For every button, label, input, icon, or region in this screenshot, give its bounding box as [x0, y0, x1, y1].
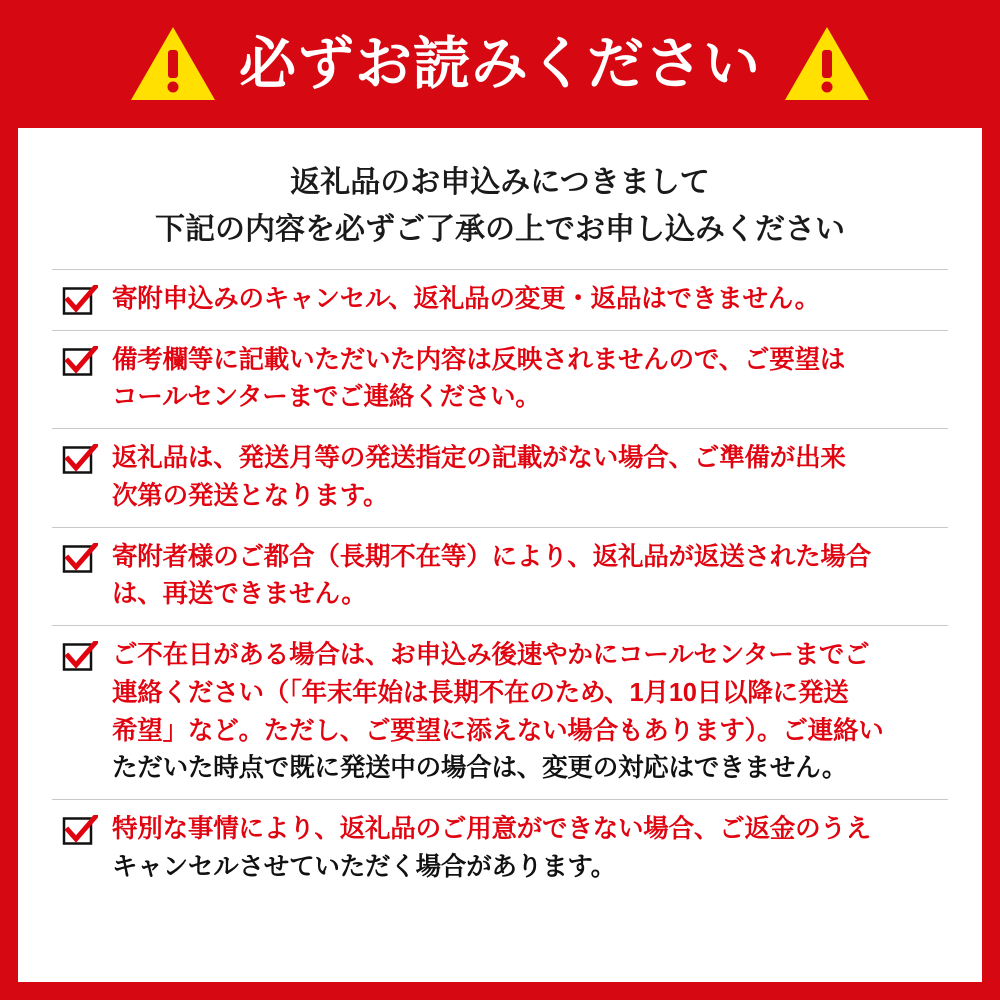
notice-text-segment: は、再送できません。 [112, 580, 367, 609]
checkbox-checked-icon [62, 641, 98, 673]
notice-item-text [112, 637, 884, 788]
notice-text-segment: 次第の発送となります。 [112, 481, 389, 510]
notice-item-line [112, 281, 820, 319]
notice-item-text [112, 281, 820, 319]
lead-line-1: 返礼品のお申込みにつきまして [290, 166, 710, 199]
notice-list [52, 269, 948, 898]
notice-item-line [112, 440, 846, 478]
notice-item [52, 800, 948, 897]
notice-text-segment: 希望」など。ただし、ご要望に添えない場合もあります）。ご連絡い [112, 716, 884, 745]
notice-item-line [112, 750, 884, 788]
notice-text-segment: ただいた時点で既に発送中の場合は、変更の対応はできません。 [112, 754, 848, 783]
notice-item [52, 528, 948, 626]
notice-text-segment: 寄附者様のご都合（長期不在等）により、返礼品が返送された場合 [112, 542, 872, 571]
notice-item [52, 429, 948, 527]
notice-item-text [112, 440, 846, 515]
notice-text-segment: 備考欄等に記載いただいた内容は反映されませんので、ご要望は [112, 345, 846, 374]
notice-item-line [112, 637, 884, 675]
warning-triangle-icon [783, 24, 871, 104]
notice-item [52, 626, 948, 800]
lead-line-2: 下記の内容を必ずご了承の上でお申し込みください [155, 212, 845, 246]
notice-text-segment: 返礼品は、発送月等の発送指定の記載がない場合、ご準備が出来 [112, 444, 846, 473]
notice-item-line [112, 539, 871, 577]
notice-item-line [112, 675, 884, 713]
notice-item-line [112, 379, 845, 417]
notice-item-line [112, 811, 871, 849]
notice-text-segment: ご不在日がある場合は、お申込み後速やかにコールセンターまでご [112, 641, 870, 670]
notice-item-text [112, 811, 871, 886]
notice-item-line [112, 576, 871, 614]
notice-card [18, 128, 982, 982]
notice-item-line [112, 342, 845, 380]
warning-triangle-icon [129, 24, 217, 104]
notice-item-line [112, 713, 884, 751]
checkbox-checked-icon [62, 346, 98, 378]
lead-text [52, 154, 948, 269]
checkbox-checked-icon [62, 543, 98, 575]
notice-item-text [112, 539, 871, 614]
checkbox-checked-icon [62, 285, 98, 317]
notice-item-line [112, 478, 846, 516]
checkbox-checked-icon [62, 444, 98, 476]
notice-text-segment: コールセンターまでご連絡ください。 [112, 383, 541, 412]
page-header [0, 0, 1000, 128]
notice-text-segment: 特別な事情により、返礼品のご用意ができない場合、ご返金のうえ [112, 815, 872, 844]
notice-item [52, 331, 948, 429]
notice-text-segment: 寄附申込みのキャンセル、返礼品の変更・返品はできません。 [112, 285, 820, 313]
page-title: 必ずお読みください [239, 31, 761, 96]
notice-item [52, 270, 948, 331]
notice-text-segment: キャンセルさせていただく場合があります。 [112, 852, 616, 881]
notice-item-text [112, 342, 845, 417]
notice-text-segment: 連絡ください（「年末年始は長期不在のため、1月10日以降に発送 [112, 678, 849, 707]
notice-item-line [112, 849, 871, 887]
checkbox-checked-icon [62, 815, 98, 847]
